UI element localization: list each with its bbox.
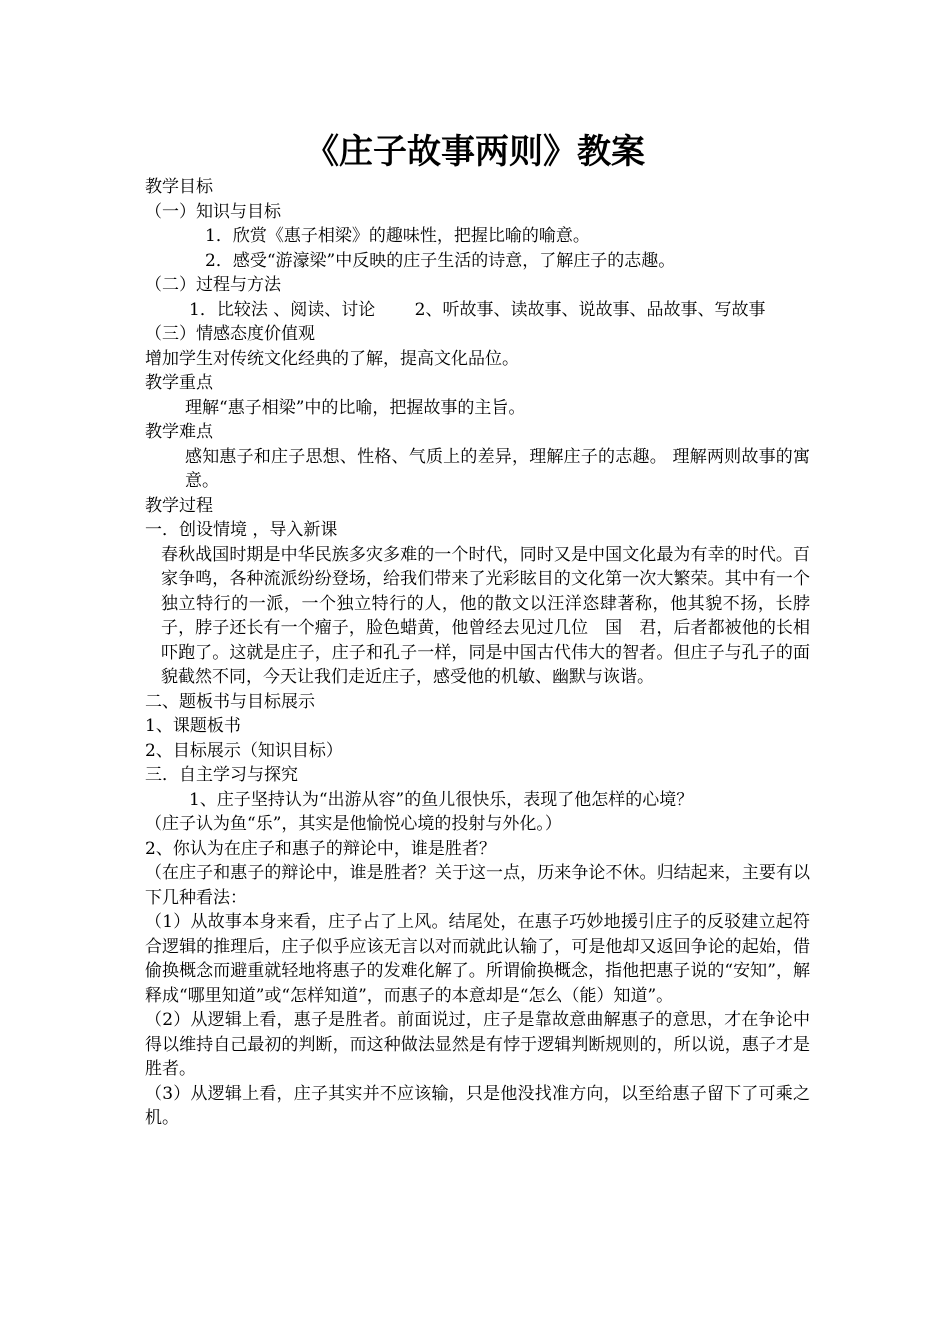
- section-two-item-2: 2、目标展示（知识目标）: [145, 740, 343, 761]
- answer-1: （庄子认为鱼“乐”，其实是他愉悦心境的投射与外化。）: [145, 814, 562, 834]
- answer-2-intro: （在庄子和惠子的辩论中，谁是胜者？关于这一点，历来争论不休。归结起来，主要有以下几种看法：: [145, 863, 810, 908]
- document-title: 《庄子故事两则》教案: [305, 132, 645, 172]
- heading-teaching-goals: 教学目标: [145, 177, 213, 197]
- question-2: 2、你认为在庄子和惠子的辩论中，谁是胜者？: [145, 838, 496, 859]
- goal-item-2: 2．感受“游濠梁”中反映的庄子生活的诗意，了解庄子的志趣。: [205, 250, 676, 271]
- view-3: （3）从逻辑上看，庄子其实并不应该输，只是他没找准方向，以至给惠子留下了可乘之机。: [145, 1083, 810, 1128]
- section-two-heading: 二、题板书与目标展示: [145, 691, 315, 712]
- subheading-process: （二）过程与方法: [145, 275, 281, 295]
- view-2: （2）从逻辑上看，惠子是胜者。前面说过，庄子是靠故意曲解惠子的意思，才在争论中得以维持自己最初的判断，而这种做法显然是有悖于逻辑判断规则的，所以说，惠子才是胜者。: [145, 1010, 810, 1079]
- intro-paragraph: 春秋战国时期是中华民族多灾多难的一个时代，同时又是中国文化最为有幸的时代。百家争鸣，各种流派纷纷登场，给我们带来了光彩眩目的文化第一次大繁荣。其中有一个独立特行的一派，一个独立特行的人，他的散文以汪洋恣肆著称，他其貌不扬，长脖子，脖子还长有一个瘤子，脸色蜡黄，他曾经去见过几位 国 君，后者都被他的长相吓跑了。这就是庄子，庄子和孔子一样，同是中国古代伟大的智者。但庄子与孔子的面貌截然不同，今天让我们走近庄子，感受他的机敏、幽默与诙谐。: [161, 544, 810, 687]
- heading-teaching-process: 教学过程: [145, 495, 213, 516]
- key-points-text: 理解“惠子相梁”中的比喻，把握故事的主旨。: [185, 397, 526, 418]
- section-two-item-1: 1、课题板书: [145, 716, 241, 736]
- question-1: 1、庄子坚持认为“出游从容”的鱼儿很快乐，表现了他怎样的心境？: [189, 789, 694, 810]
- values-text: 增加学生对传统文化经典的了解，提高文化品位。: [145, 348, 519, 369]
- subheading-knowledge: （一）知识与目标: [145, 201, 281, 222]
- document-body: [145, 175, 810, 1131]
- subheading-values: （三）情感态度价值观: [145, 324, 315, 344]
- section-three-heading: 三．自主学习与探究: [145, 765, 298, 785]
- section-one-heading: 一．创设情境 ，导入新课: [145, 520, 338, 540]
- difficulties-text: 感知惠子和庄子思想、性格、气质上的差异，理解庄子的志趣。 理解两则故事的寓意。: [185, 446, 810, 491]
- heading-key-points: 教学重点: [145, 373, 213, 393]
- process-methods: 1．比较法 、阅读、讨论 2、听故事、读故事、说故事、品故事、写故事: [189, 299, 766, 320]
- goal-item-1: 1．欣赏《惠子相梁》的趣味性，把握比喻的喻意。: [205, 226, 590, 246]
- heading-difficulties: 教学难点: [145, 422, 213, 442]
- view-1: （1）从故事本身来看，庄子占了上风。结尾处，在惠子巧妙地援引庄子的反驳建立起符合逻辑的推理后，庄子似乎应该无言以对而就此认输了，可是他却又返回争论的起始，借偷换概念而避重就轻地将惠子的发难化解了。所谓偷换概念，指他把惠子说的“安知”，解释成“哪里知道”或“怎样知道”，而惠子的本意却是“怎么（能）知道”。: [145, 912, 810, 1006]
